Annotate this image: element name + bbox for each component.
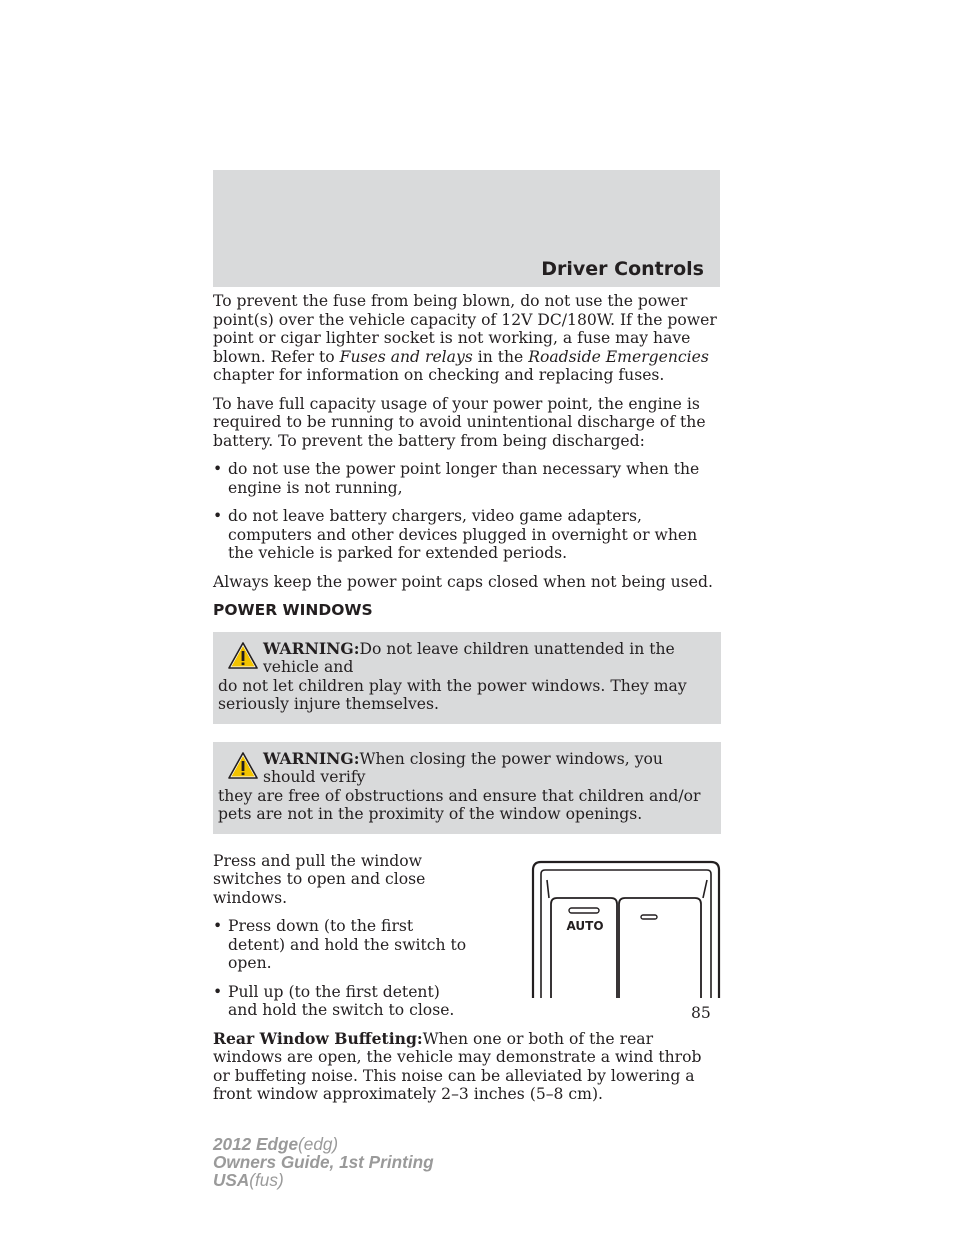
warning-box-obstructions	[213, 742, 721, 834]
list-item: • Pull up (to the first detent) and hold the switch to close.	[213, 983, 473, 1020]
buffeting-paragraph	[213, 1030, 721, 1104]
warning-label: WARNING:	[263, 638, 360, 658]
section-header-band	[213, 170, 720, 287]
warning-lead-text: When closing the power windows, you should verify	[263, 749, 663, 786]
fuse-text-c: chapter for information on checking and replacing fuses.	[213, 366, 665, 384]
warning-box-children	[213, 632, 721, 724]
warning-label: WARNING:	[263, 748, 360, 768]
warning-rest-text: they are free of obstructions and ensure that children and/or pets are not in the proximity of the window openings.	[218, 786, 701, 823]
footer-line-1	[213, 1135, 434, 1153]
capacity-paragraph: To have full capacity usage of your power point, the engine is required to be running to avoid unintentional discharge of the battery. To prevent the battery from being discharged:	[213, 394, 706, 450]
document-footer	[213, 1135, 434, 1189]
window-switch-illustration	[531, 860, 721, 1000]
list-item: • Press down (to the first detent) and hold the switch to open.	[213, 917, 473, 973]
footer-market-code: (fus)	[249, 1170, 284, 1190]
page-content	[213, 292, 721, 1114]
footer-market: USA	[213, 1170, 250, 1190]
warning-text	[218, 640, 711, 714]
section-title: Driver Controls	[541, 258, 704, 280]
warning-triangle-icon	[228, 642, 258, 669]
fuse-text-b: in the	[472, 347, 529, 366]
warning-lead-line	[218, 640, 711, 677]
warning-lead-text: Do not leave children unattended in the vehicle and	[263, 639, 675, 676]
buffeting-text: When one or both of the rear windows are open, the vehicle may demonstrate a wind throb or buffeting noise. This noise can be alleviated by lowering a front window approximately 2–3 inches (5–8 cm).	[213, 1029, 702, 1103]
buffeting-label: Rear Window Buffeting:	[213, 1028, 423, 1048]
window-switch-section	[213, 852, 721, 1020]
window-switch-instructions	[213, 852, 473, 1020]
warning-text	[218, 750, 711, 824]
auto-label: AUTO	[566, 918, 604, 933]
warning-triangle-icon	[228, 752, 258, 779]
page-number: 85	[691, 1004, 711, 1022]
footer-model: 2012 Edge	[213, 1134, 299, 1154]
warning-rest-text: do not let children play with the power windows. They may seriously injure themselves.	[218, 676, 687, 713]
footer-line-2: Owners Guide, 1st Printing	[213, 1152, 434, 1172]
warning-lead-line	[218, 750, 711, 787]
fuse-paragraph	[213, 292, 721, 385]
battery-bullet-list	[213, 460, 721, 563]
list-item: • do not leave battery chargers, video game adapters, computers and other devices plugged in overnight or when the vehicle is parked for extended periods.	[213, 507, 721, 563]
power-windows-heading: POWER WINDOWS	[213, 601, 373, 619]
fuse-text-a: To prevent the fuse from being blown, do not use the power point(s) over the vehicle capacity of 12V DC/180W. If the power point or cigar lighter socket is not working, a fuse may have blown. Refer to	[213, 292, 717, 366]
list-item: • do not use the power point longer than necessary when the engine is not running,	[213, 460, 721, 497]
switch-bullet-list	[213, 917, 473, 1020]
switches-paragraph: Press and pull the window switches to open and close windows.	[213, 851, 426, 907]
footer-line-3	[213, 1171, 434, 1189]
footer-model-code: (edg)	[298, 1134, 339, 1154]
roadside-emergencies-reference: Roadside Emergencies	[528, 347, 709, 366]
fuses-relays-reference: Fuses and relays	[339, 347, 473, 366]
caps-paragraph: Always keep the power point caps closed when not being used.	[213, 572, 713, 591]
